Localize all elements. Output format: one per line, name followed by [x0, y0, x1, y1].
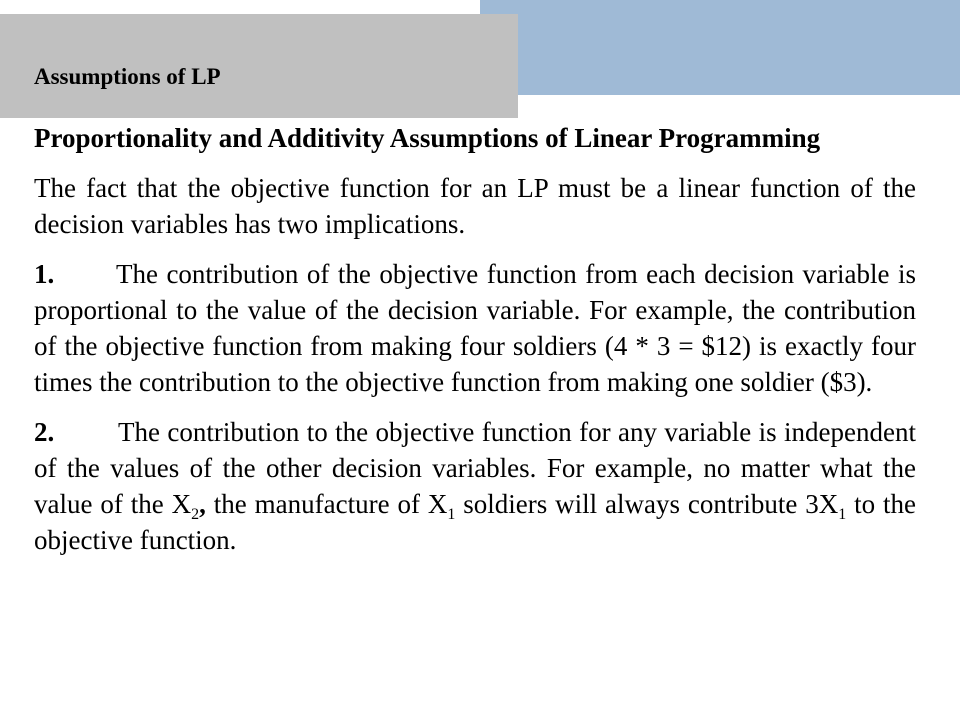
point-2-text-a: The contribution to the objective function for any variable is independent of the values of the other decision variables. For example, no matter what the value of the X	[34, 417, 916, 519]
section-heading: Proportionality and Additivity Assumptions of Linear Programming	[34, 123, 821, 153]
point-2-comma: ,	[199, 489, 206, 519]
subscript-1: 1	[447, 506, 456, 523]
point-2	[34, 414, 916, 558]
point-2-text-b: the manufacture of X	[205, 489, 448, 519]
point-2-number: 2.	[34, 417, 55, 447]
point-2-text-d: to the objective function.	[34, 489, 917, 555]
point-1-number: 1.	[34, 259, 55, 289]
header-accent-bar	[480, 0, 960, 95]
point-1-text: The contribution of the objective function from each decision variable is proportional to the value of the decision variable. For example, the contribution of the objective function from making four soldiers (4 * 3 = $12) is exactly four times the contribution to the objective function from making one soldier ($3).	[34, 259, 916, 397]
slide-body	[34, 120, 916, 572]
intro-paragraph: The fact that the objective function for an LP must be a linear function of the decision variables has two implications.	[34, 173, 916, 239]
point-2-text-c: soldiers will always contribute 3X	[455, 489, 839, 519]
subscript-2: 2	[191, 506, 200, 523]
subscript-1-b: 1	[838, 506, 847, 523]
point-1	[34, 256, 916, 400]
slide-title: Assumptions of LP	[34, 64, 221, 89]
